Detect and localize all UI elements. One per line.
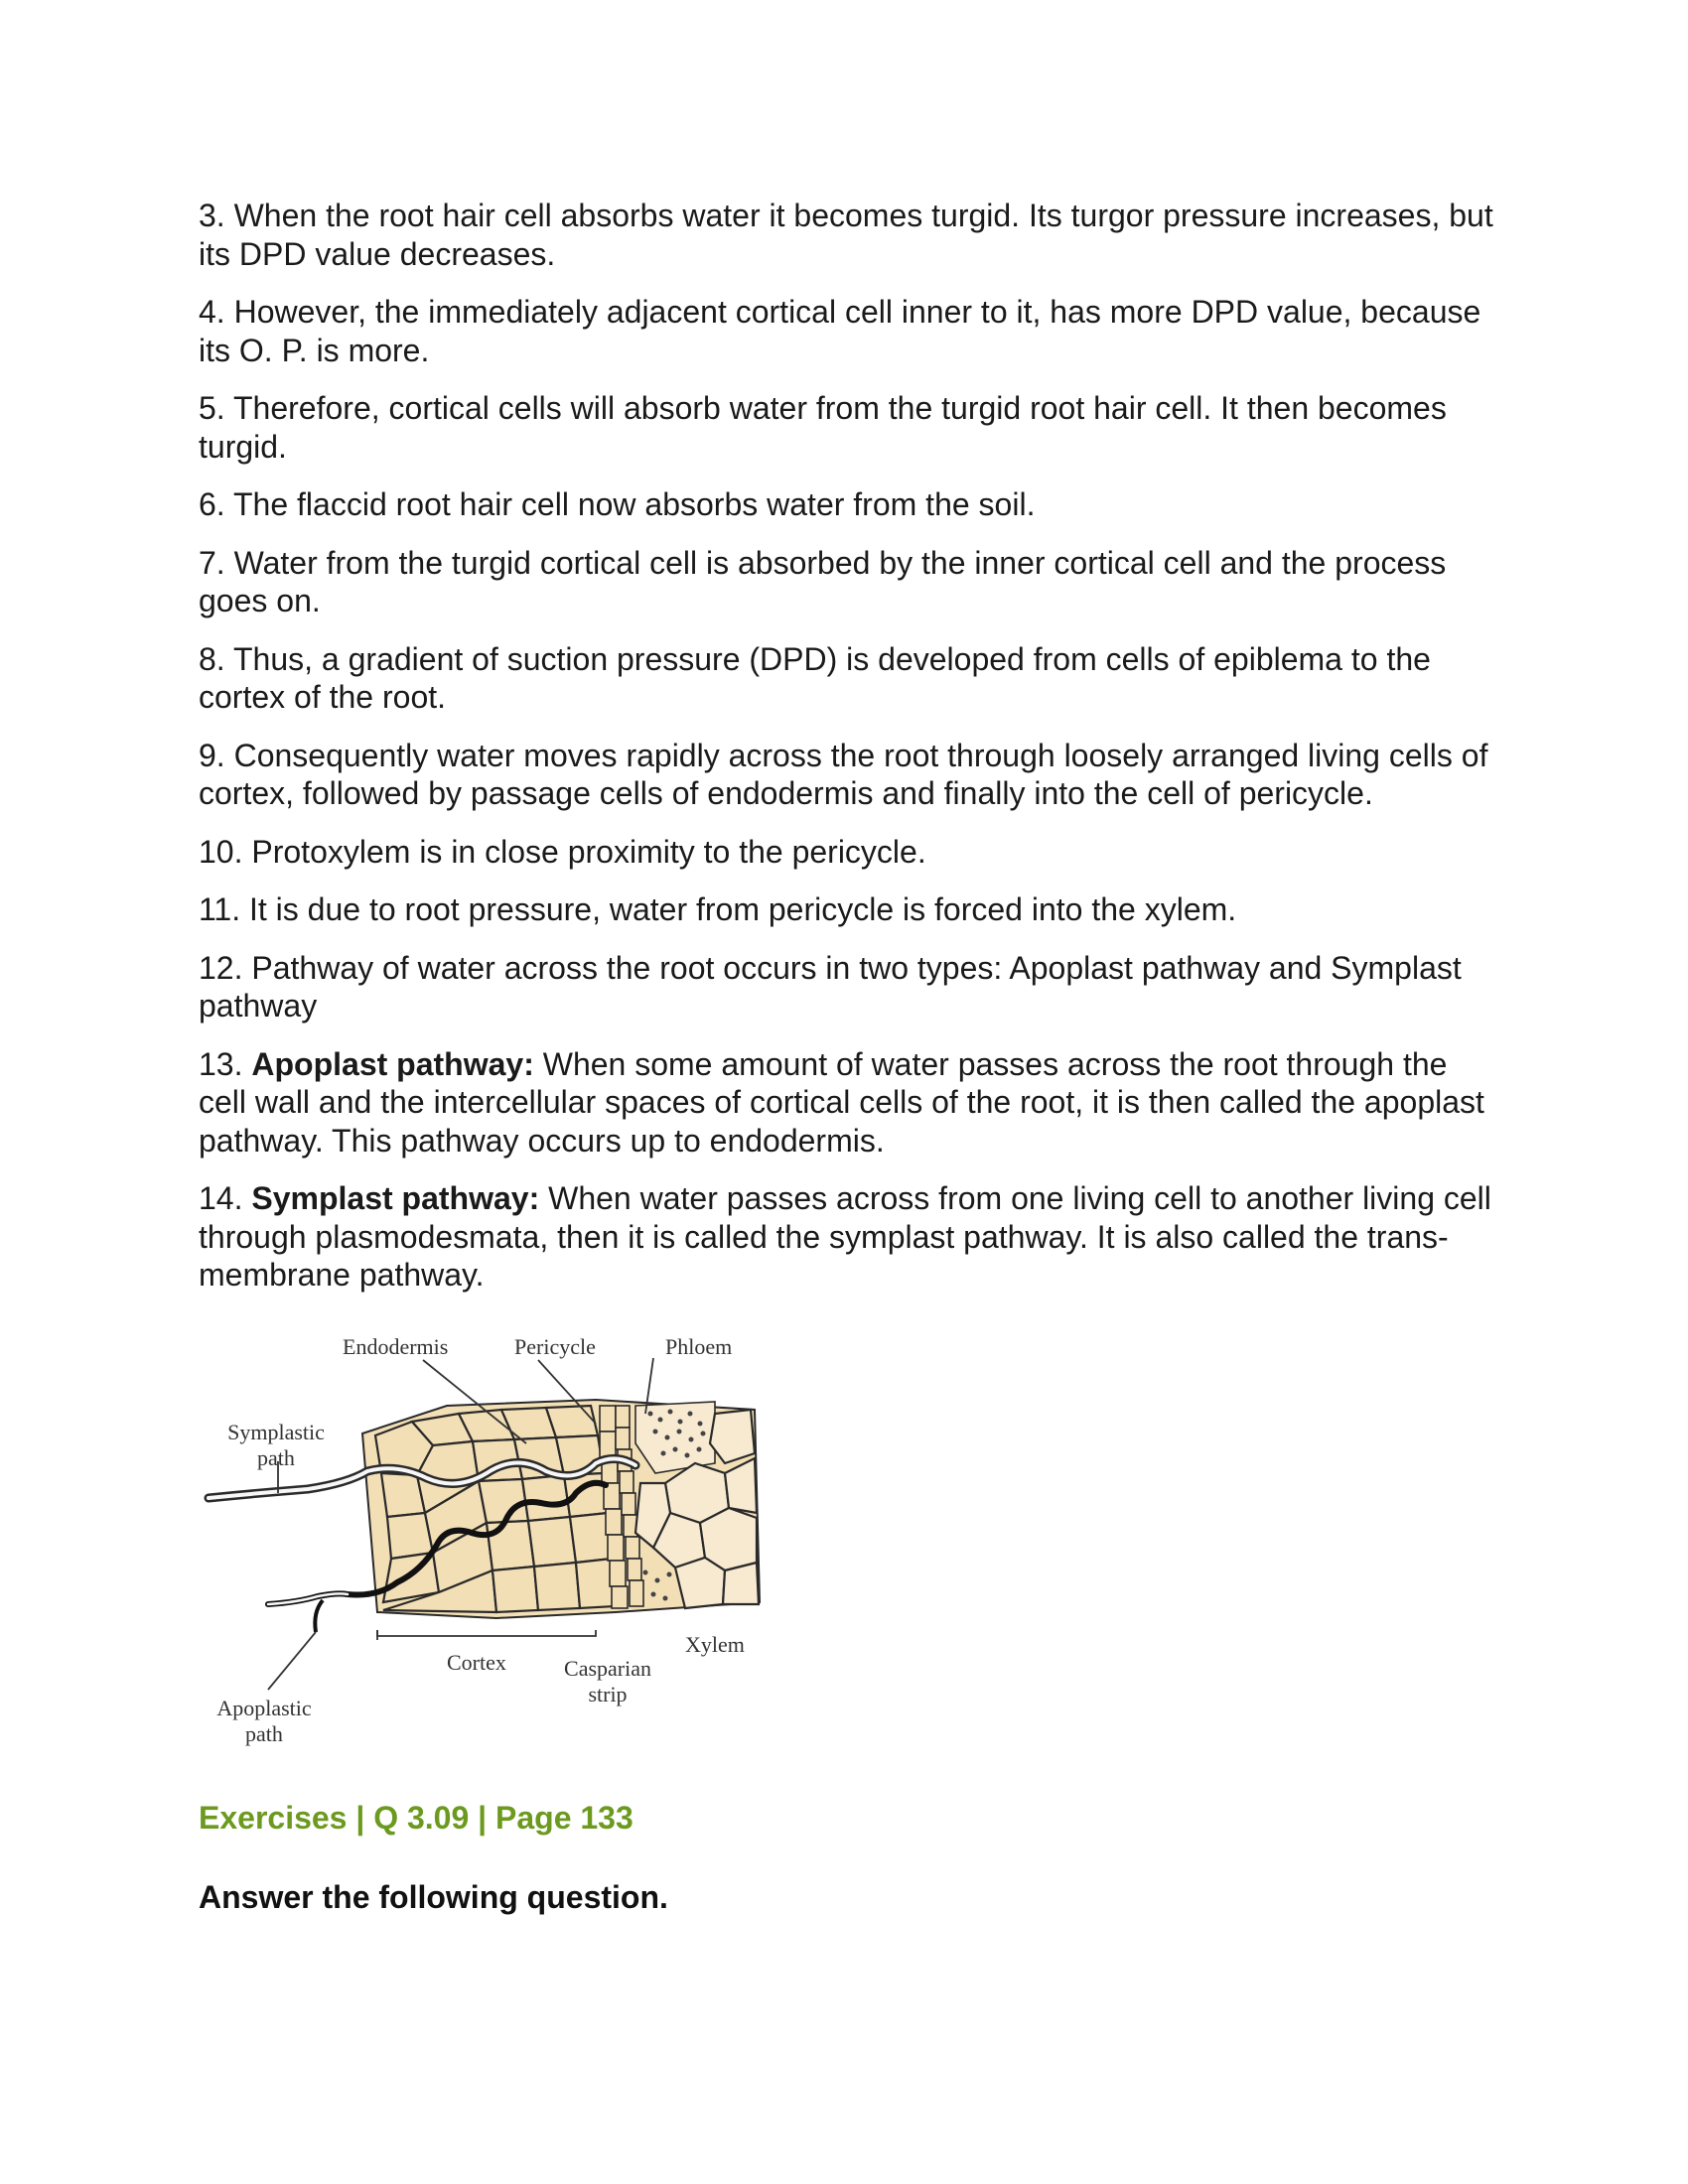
item-text: When the root hair cell absorbs water it becomes turgid. Its turgor pressure increases, but its DPD value decreases. <box>199 198 1493 272</box>
label-symplastic-line1: Symplastic <box>227 1419 325 1444</box>
item-text: When water passes across from one living cell to another living cell through plasmodesmata, then it is called the symplast pathway. It is also called the trans-membrane pathway. <box>199 1180 1491 1293</box>
item-number: 6. <box>199 486 225 522</box>
label-casparian-strip <box>548 1656 667 1707</box>
list-item <box>199 485 1499 524</box>
item-number: 12. <box>199 949 243 986</box>
list-item <box>199 949 1499 1025</box>
label-pericycle: Pericycle <box>514 1333 596 1359</box>
item-text: However, the immediately adjacent cortical cell inner to it, has more DPD value, because its O. P. is more. <box>199 294 1481 368</box>
item-number: 4. <box>199 294 225 330</box>
list-item <box>199 1045 1499 1160</box>
item-number: 8. <box>199 640 225 677</box>
label-apoplastic-line1: Apoplastic <box>216 1695 312 1720</box>
list-item <box>199 890 1499 929</box>
label-xylem: Xylem <box>685 1631 745 1657</box>
label-symplastic-line2: path <box>257 1444 295 1470</box>
list-item <box>199 1179 1499 1295</box>
label-phloem: Phloem <box>665 1333 733 1359</box>
item-bold-term: Apoplast pathway: <box>251 1045 534 1082</box>
item-text: Thus, a gradient of suction pressure (DPD) is developed from cells of epiblema to the cortex of the root. <box>199 640 1431 715</box>
list-item <box>199 833 1499 872</box>
label-casparian-line2: strip <box>588 1681 628 1706</box>
exercise-heading: Exercises | Q 3.09 | Page 133 <box>199 1799 633 1836</box>
item-number: 11. <box>199 891 241 927</box>
item-number: 5. <box>199 390 225 426</box>
item-text: Water from the turgid cortical cell is absorbed by the inner cortical cell and the process goes on. <box>199 544 1447 618</box>
item-number: 14. <box>199 1180 243 1216</box>
item-number: 10. <box>199 833 243 870</box>
item-text: Consequently water moves rapidly across the root through loosely arranged living cells of cortex, followed by passage cells of endodermis and finally into the cell of pericycle. <box>199 737 1488 811</box>
item-number: 7. <box>199 544 225 581</box>
document-body <box>199 197 1499 1916</box>
item-number: 9. <box>199 737 225 773</box>
item-text: Protoxylem is in close proximity to the pericycle. <box>251 833 926 870</box>
item-text: Therefore, cortical cells will absorb water from the turgid root hair cell. It then becomes turgid. <box>199 390 1447 465</box>
label-symplastic-path <box>216 1420 336 1471</box>
list-item <box>199 640 1499 717</box>
label-apoplastic-path <box>205 1696 324 1747</box>
label-cortex: Cortex <box>447 1649 506 1675</box>
item-text: Pathway of water across the root occurs in two types: Apoplast pathway and Symplast pathway <box>199 949 1462 1024</box>
item-number: 13. <box>199 1045 243 1082</box>
label-casparian-line1: Casparian <box>564 1655 651 1681</box>
list-item <box>199 389 1499 466</box>
label-endodermis: Endodermis <box>343 1333 449 1359</box>
item-text: The flaccid root hair cell now absorbs water from the soil. <box>233 486 1036 522</box>
label-apoplastic-line2: path <box>245 1720 283 1746</box>
cortex-cells <box>375 1406 616 1612</box>
item-text: It is due to root pressure, water from pericycle is forced into the xylem. <box>249 891 1237 927</box>
question-heading: Answer the following question. <box>199 1878 668 1915</box>
item-number: 3. <box>199 198 225 233</box>
list-item <box>199 197 1499 273</box>
item-text: When some amount of water passes across the root through the cell wall and the intercellular spaces of cortical cells of the root, it is then called the apoplast pathway. This pathway occurs up to endodermis. <box>199 1045 1484 1159</box>
item-bold-term: Symplast pathway: <box>251 1180 540 1216</box>
paragraph-list <box>199 197 1499 1295</box>
list-item <box>199 544 1499 620</box>
root-water-pathway-figure <box>199 1314 794 1771</box>
list-item <box>199 293 1499 369</box>
list-item <box>199 737 1499 813</box>
